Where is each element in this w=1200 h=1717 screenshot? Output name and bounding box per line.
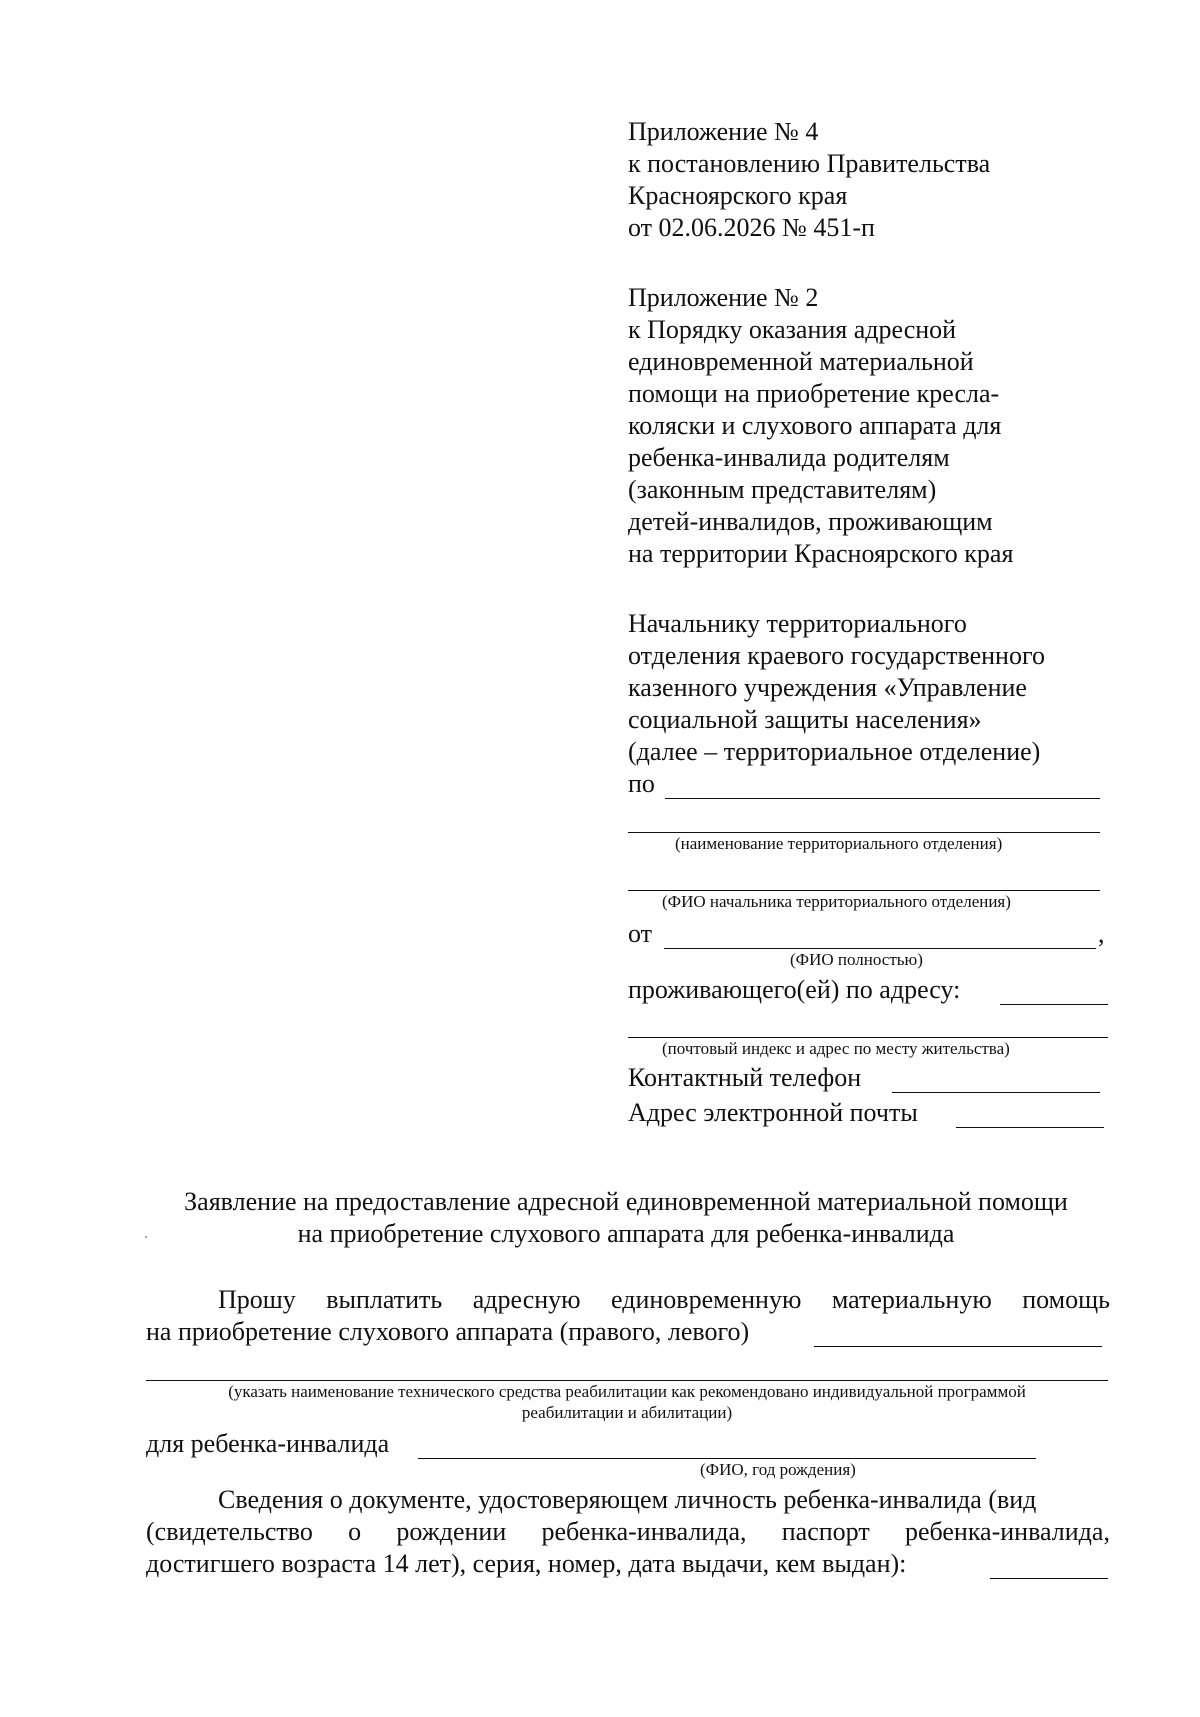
child-label: для ребенка-инвалида — [146, 1429, 390, 1458]
applicant-name-hint: (ФИО полностью) — [790, 950, 923, 969]
document-word: паспорт — [781, 1517, 870, 1546]
po-label: по — [628, 769, 655, 798]
appendix2-line-6: ребенка-инвалида родителям — [628, 443, 950, 472]
child-name-hint: (ФИО, год рождения) — [700, 1460, 856, 1479]
appendix4-line-4: от 02.06.2026 № 451-п — [628, 213, 875, 242]
hearing-aid-blank-1[interactable] — [814, 1346, 1102, 1347]
ot-label: от — [628, 919, 653, 948]
appendix4-line-1: Приложение № 4 — [628, 117, 819, 146]
document-word: ребенка-инвалида, — [904, 1517, 1110, 1546]
statement-title-line-2: на приобретение слухового аппарата для ребенка-инвалида — [297, 1219, 955, 1248]
chief-name-hint: (ФИО начальника территориального отделения) — [662, 892, 1011, 911]
document-word: рождении — [396, 1517, 507, 1546]
appendix2-line-4: помощи на приобретение кресла- — [628, 379, 1000, 408]
appendix2-line-3: единовременной материальной — [628, 347, 974, 376]
document-line-3: достигшего возраста 14 лет), серия, номер, дата выдачи, кем выдан): — [146, 1549, 907, 1578]
child-name-blank[interactable] — [418, 1458, 1036, 1459]
appendix4-line-3: Красноярского края — [628, 181, 848, 210]
device-hint-line-2: реабилитации и абилитации) — [521, 1403, 733, 1422]
scan-speck — [145, 1236, 147, 1238]
addressee-line-3: казенного учреждения «Управление — [628, 673, 1027, 702]
email-label: Адрес электронной почты — [628, 1098, 918, 1127]
document-line-1: Сведения о документе, удостоверяющем личность ребенка-инвалида (вид — [218, 1485, 1037, 1514]
statement-title-line-1: Заявление на предоставление адресной единовременной материальной помощи — [184, 1187, 1068, 1216]
request-word: помощь — [1022, 1285, 1110, 1314]
document-line-2 — [146, 1516, 1110, 1548]
appendix2-line-1: Приложение № 2 — [628, 283, 819, 312]
hearing-aid-blank-2[interactable] — [146, 1380, 1108, 1381]
request-word: единовременную — [611, 1285, 802, 1314]
residing-label: проживающего(ей) по адресу: — [628, 975, 961, 1004]
document-word: ребенка-инвалида, — [541, 1517, 747, 1546]
address-blank-2[interactable] — [628, 1037, 1108, 1038]
appendix4-line-2: к постановлению Правительства — [628, 149, 991, 178]
comma: , — [1098, 919, 1105, 948]
document-details-blank[interactable] — [990, 1578, 1108, 1579]
office-name-hint: (наименование территориального отделения) — [675, 834, 1003, 853]
addressee-line-5: (далее – территориальное отделение) — [628, 737, 1041, 766]
addressee-line-2: отделения краевого государственного — [628, 641, 1045, 670]
request-line-1 — [218, 1284, 1110, 1316]
appendix2-line-9: на территории Красноярского края — [628, 539, 1014, 568]
phone-blank[interactable] — [892, 1092, 1100, 1093]
request-word: материальную — [831, 1285, 992, 1314]
office-blank-2[interactable] — [628, 832, 1100, 833]
addressee-line-4: социальной защиты населения» — [628, 705, 982, 734]
email-blank[interactable] — [956, 1127, 1104, 1128]
phone-label: Контактный телефон — [628, 1063, 862, 1092]
appendix2-line-8: детей-инвалидов, проживающим — [628, 507, 993, 536]
request-word: адресную — [472, 1285, 581, 1314]
request-word: выплатить — [326, 1285, 443, 1314]
request-word: Прошу — [218, 1285, 296, 1314]
appendix2-line-7: (законным представителям) — [628, 475, 937, 504]
applicant-name-blank[interactable] — [664, 948, 1096, 949]
appendix2-line-2: к Порядку оказания адресной — [628, 315, 957, 344]
address-blank-1[interactable] — [1000, 1004, 1108, 1005]
chief-name-blank[interactable] — [628, 890, 1100, 891]
device-hint-line-1: (указать наименование технического средства реабилитации как рекомендовано индивидуальной программой — [228, 1382, 1026, 1401]
address-hint: (почтовый индекс и адрес по месту жительства) — [662, 1039, 1010, 1058]
document-word: (свидетельство — [146, 1517, 313, 1546]
document-word: о — [348, 1517, 362, 1546]
office-blank-1[interactable] — [665, 798, 1100, 799]
request-line-2: на приобретение слухового аппарата (правого, левого) — [146, 1317, 750, 1346]
addressee-line-1: Начальнику территориального — [628, 609, 967, 638]
appendix2-line-5: коляски и слухового аппарата для — [628, 411, 1002, 440]
